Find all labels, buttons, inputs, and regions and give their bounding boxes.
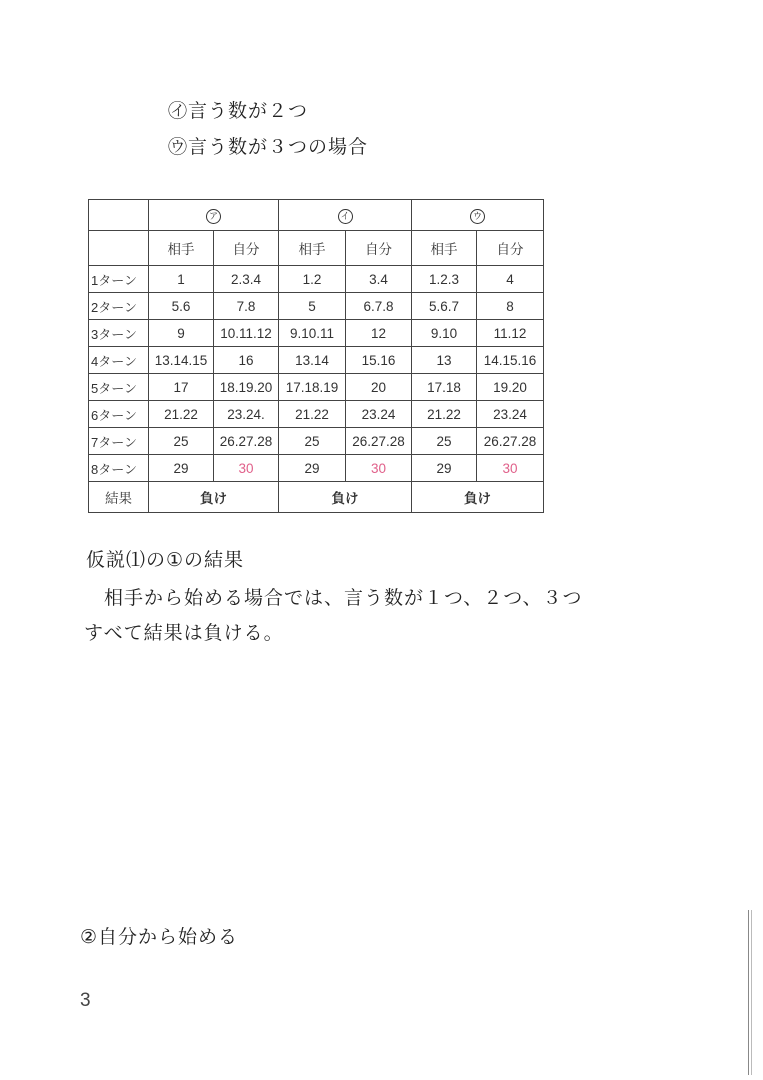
result-a: 負け <box>149 482 279 513</box>
table-cell: 25 <box>279 428 346 455</box>
sub-header: 相手 <box>149 231 214 266</box>
result-heading: 仮説⑴の①の結果 <box>86 549 245 571</box>
table-group-header <box>89 200 544 231</box>
table-cell: 23.24. <box>214 401 279 428</box>
table-row <box>89 266 544 293</box>
turn-table <box>88 199 544 513</box>
result-u: 負け <box>412 482 544 513</box>
table-cell: 9 <box>149 320 214 347</box>
sub-header: 自分 <box>214 231 279 266</box>
table-cell: 13 <box>412 347 477 374</box>
table-cell: 8 <box>477 293 544 320</box>
table-cell: 26.27.28 <box>214 428 279 455</box>
table-cell: 13.14.15 <box>149 347 214 374</box>
page-number: 3 <box>80 990 91 1011</box>
table-cell: 10.11.12 <box>214 320 279 347</box>
table-cell: 20 <box>346 374 412 401</box>
turn-label: 2ターン <box>89 293 149 320</box>
table-row <box>89 320 544 347</box>
table-cell: 25 <box>412 428 477 455</box>
table-cell: 11.12 <box>477 320 544 347</box>
scan-edge-line-2 <box>751 910 752 1075</box>
table-cell: 21.22 <box>412 401 477 428</box>
table-cell: 1.2 <box>279 266 346 293</box>
sub-header: 自分 <box>346 231 412 266</box>
table-cell: 29 <box>149 455 214 482</box>
table-cell: 4 <box>477 266 544 293</box>
group-a-header: ア <box>149 200 279 231</box>
result-i: 負け <box>279 482 412 513</box>
group-u-header: ウ <box>412 200 544 231</box>
table-cell: 26.27.28 <box>477 428 544 455</box>
turn-label: 5ターン <box>89 374 149 401</box>
table-cell: 30 <box>477 455 544 482</box>
table-cell: 5.6 <box>149 293 214 320</box>
table-cell: 7.8 <box>214 293 279 320</box>
scan-edge-line <box>748 910 749 1075</box>
table-row <box>89 293 544 320</box>
table-cell: 17.18.19 <box>279 374 346 401</box>
turn-label: 1ターン <box>89 266 149 293</box>
turn-label: 8ターン <box>89 455 149 482</box>
table-cell: 1 <box>149 266 214 293</box>
table-cell: 9.10 <box>412 320 477 347</box>
line-option-u: ㋒言う数が３つの場合 <box>168 136 369 158</box>
table-cell: 9.10.11 <box>279 320 346 347</box>
table-cell: 30 <box>346 455 412 482</box>
table-cell: 14.15.16 <box>477 347 544 374</box>
corner-cell-2 <box>89 231 149 266</box>
result-label: 結果 <box>89 482 149 513</box>
table-cell: 1.2.3 <box>412 266 477 293</box>
sub-header: 相手 <box>412 231 477 266</box>
group-i-header: イ <box>279 200 412 231</box>
table-row <box>89 401 544 428</box>
conclusion-line-2: すべて結果は負ける。 <box>84 622 284 644</box>
result-row <box>89 482 544 513</box>
sub-header: 相手 <box>279 231 346 266</box>
table-cell: 26.27.28 <box>346 428 412 455</box>
table-cell: 25 <box>149 428 214 455</box>
table-cell: 30 <box>214 455 279 482</box>
table-cell: 13.14 <box>279 347 346 374</box>
table-row <box>89 428 544 455</box>
table-cell: 21.22 <box>279 401 346 428</box>
table-cell: 3.4 <box>346 266 412 293</box>
conclusion-line-1: 相手から始める場合では、言う数が１つ、２つ、３つ <box>104 587 583 609</box>
table-cell: 23.24 <box>346 401 412 428</box>
table-cell: 15.16 <box>346 347 412 374</box>
table-cell: 29 <box>279 455 346 482</box>
table-row <box>89 455 544 482</box>
table-cell: 23.24 <box>477 401 544 428</box>
table-cell: 29 <box>412 455 477 482</box>
table-cell: 17 <box>149 374 214 401</box>
turn-label: 6ターン <box>89 401 149 428</box>
turn-label: 7ターン <box>89 428 149 455</box>
table-cell: 5.6.7 <box>412 293 477 320</box>
table-sub-header <box>89 231 544 266</box>
corner-cell <box>89 200 149 231</box>
section-two-heading: ②自分から始める <box>80 926 239 948</box>
turn-label: 3ターン <box>89 320 149 347</box>
table-cell: 19.20 <box>477 374 544 401</box>
table-cell: 21.22 <box>149 401 214 428</box>
table-cell: 12 <box>346 320 412 347</box>
sub-header: 自分 <box>477 231 544 266</box>
table-cell: 6.7.8 <box>346 293 412 320</box>
line-option-i: ㋑言う数が２つ <box>168 100 309 122</box>
table-cell: 5 <box>279 293 346 320</box>
table-row <box>89 347 544 374</box>
table-row <box>89 374 544 401</box>
table-cell: 17.18 <box>412 374 477 401</box>
table-cell: 16 <box>214 347 279 374</box>
table-cell: 18.19.20 <box>214 374 279 401</box>
table-cell: 2.3.4 <box>214 266 279 293</box>
turn-label: 4ターン <box>89 347 149 374</box>
